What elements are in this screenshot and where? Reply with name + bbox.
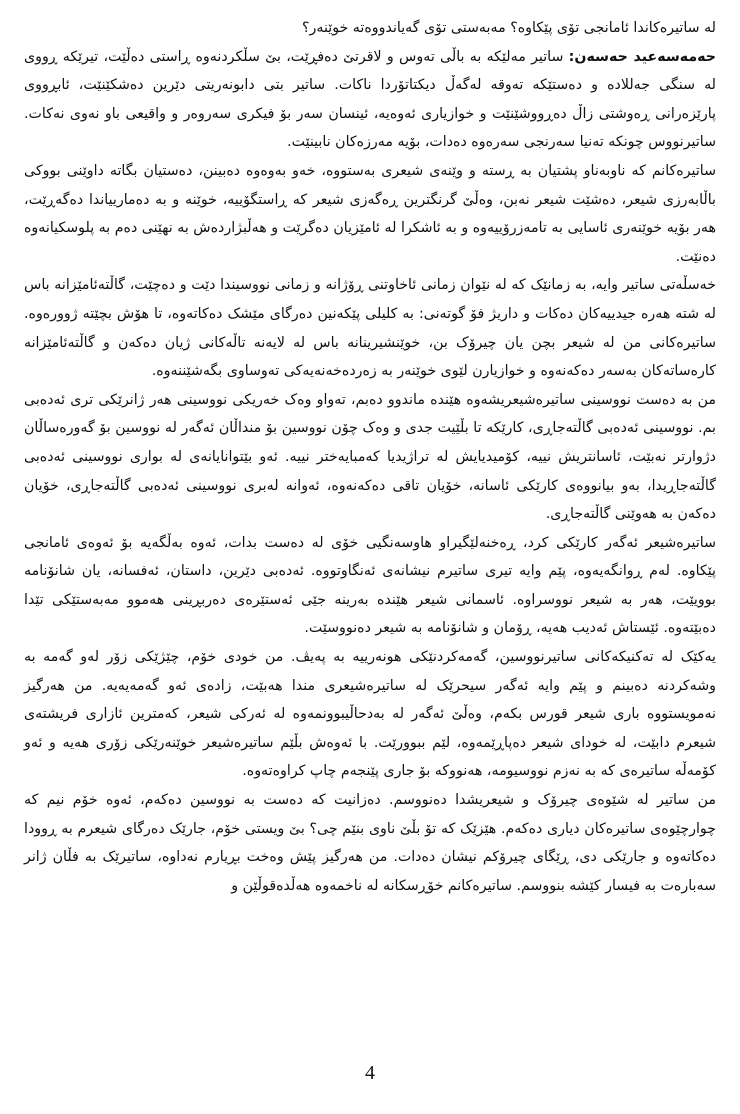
- speaker-name: حەمەسەعید حەسەن:: [568, 48, 716, 65]
- document-page: [24, 14, 716, 900]
- paragraph: من ساتیر لە شێوەی چیرۆک و شیعریشدا دەنووسم. دەزانیت کە دەست بە نووسین دەکەم، ئەوە خۆم نیم کە چوارچێوەی ساتیرەکان دیاری دەکەم. هێزێک کە تۆ بڵێ ناوی بنێم چی؟ بێ ویستی خۆم، جارێک دەرگای شیعرم بە ڕوودا دەکاتەوە و جارێکی دی، ڕێگای چیرۆکم نیشان دەدات. من هەرگیز پێش وەخت بڕیارم نەداوە، ساتیرێک بە فڵان ژانر سەبارەت بە فیسار کێشە بنووسم. ساتیرەکانم خۆڕسکانە لە ناخمەوە هەڵدەقوڵێن و: [24, 792, 716, 894]
- interview-question: له ساتیرەکاندا ئامانجی تۆی پێکاوە؟ مەبەستی تۆی گەیاندووەتە خوێنەر؟: [301, 20, 716, 36]
- paragraph: من بە دەست نووسینی ساتیرەشیعریشەوە هێندە ماندوو دەبم، تەواو وەک خەریکی نووسینی هەر ژانرێکی تری ئەدەبی بم. نووسینی ئەدەبی گاڵتەجاڕی، کارێکە تا بڵێیت جدی و وەک چۆن نووسین بۆ منداڵان ئەگەر لە نووسین بۆ گەورەساڵان دژوارتر نەبێت، ئاسانتریش نییە، کۆمیدیایش لە تراژیدیا کەمبایەختر نییە. ئەو بێتوانایانەی لە بواری نووسینی ئەدەبی گاڵتەجاڕیدا، بەو بیانووەی کارێکی ئاسانە، خۆیان تاقی دەکەنەوە، ئەوانە لەبری نووسینی ئەدەبی گاڵتەجاڕی، خۆیان دەکەن بە هەوێنی گاڵتەجاڕی.: [24, 391, 716, 523]
- page-number: 4: [365, 1062, 375, 1084]
- answer-paragraph: [24, 43, 716, 157]
- paragraph: ساتیرەکانم کە ناوبەناو پشتیان بە ڕستە و وێنەی شیعری بەستووە، خەو بەوەوە دەبینن، دەستیان بگاتە داوێنی بووکی باڵابەرزی شیعر، دەشێت شیعر نەبن، وەڵێ گرنگترین ڕەگەزی شیعر کە ڕاستگۆییە، خوێنە و بە دەمارییاندا دەگەڕێت، هەر بۆیە خوێنەری ئاسایی بە تامەزرۆییەوە و بە ئاشکرا لە ئامێزیان دەگرێت و هەڵبژاردەش بە نهێنی دەم بە پلوسکیانەوە دەنێت.: [24, 162, 716, 265]
- paragraph: ساتیرەشیعر ئەگەر کارێکی کرد، ڕەخنەلێگیراو هاوسەنگیی خۆی لە دەست بدات، ئەوە بەڵگەیە بۆ ئەوەی ئامانجی پێکاوە. لەم ڕوانگەیەوە، پێم وایە تیری ساتیرم نیشانەی ئەنگاوتووە. ئەدەبی دێرین، داستان، ئەفسانە، یان شانۆنامە بوویێت، هەر بە شیعر نووسراوە. ئاسمانی شیعر هێندە بەرینە جێی ئەستێرەی دەربڕینی هەموو مەبەستێکی تێدا دەبێتەوە. ئێستاش ئەدیب هەیە، ڕۆمان و شانۆنامە بە شیعر دەنووسێت.: [24, 534, 716, 637]
- paragraph: خەسڵەتی ساتیر وایە، بە زمانێک کە لە نێوان زمانی ئاخاوتنی ڕۆژانە و زمانی نووسیندا دێت و دەچێت، گاڵتەئامێزانە باس لە شتە هەرە جیدییەکان دەکات و داریژ فۆ گوتەنی: بە کلیلی پێکەنین دەرگای مێشک دەکاتەوە، تا هۆش بچێتە ژوورەوە. ساتیرەکانی من لە شیعر بچن یان چیرۆک بن، خوێنشیرینانە باس لە لایەنە تاڵەکانی ژیان دەکەن و گاڵتەئامێزانە کارەساتەکان بەسەر دەکەنەوە و خوازیارن لێوی خوێنەر بە زەردەخەنەیەکی تەوساوی بگەشێننەوە.: [24, 277, 716, 380]
- paragraph-text: ساتیر مەلێکە بە باڵی تەوس و لاقرتێ دەفڕێت، بێ سڵکردنەوە ڕاستی دەڵێت، تیرێکە ڕووی لە سنگی جەللادە و دەستێکە تەوقە لەگەڵ دیکتاتۆردا ناکات. ساتیر بتی دابونەریتی دێرین دەشکێنێت، ئابڕووی پارێزەرانی ڕەوشتی زاڵ دەڕووشێنێت و خوازیاری ئەوەیە، ئینسان سەر بۆ فیکری سەروەر و واقیعی باو نەوی نەکات. ساتیرنووس چونکە تەنیا سەرنجی سەرەوە دەدات، بۆیە مەرزەکان نابینێت.: [24, 48, 716, 151]
- paragraph: یەکێک لە تەکنیکەکانی ساتیرنووسین، گەمەکردنێکی هونەرییە بە پەیڤ. من خودی خۆم، چێژێکی زۆر لەو گەمە بە وشەکردنە دەبینم و پێم وایە ئەگەر سیحرێک لە ساتیرەشیعری مندا هەبێت، زادەی ئەو گەمەیەیە. من هەرگیز نەمویستووە باری شیعر قورس بکەم، وەڵێ ئەگەر لە بەدحاڵیبوونمەوە لە ئەرکی شیعر، کەمترین ئازاری فریشتەی شیعرم دابێت، لە خودای شیعر دەپاڕێمەوە، لێم ببوورێت. با ئەوەش بڵێم ساتیرەشیعر خوێنەرێکی زۆری هەیە و ئەو کۆمەڵە ساتیرەی کە بە نەزم نووسیومە، هەنووکە بۆ جاری پێنجەم چاپ کراوەتەوە.: [24, 649, 716, 780]
